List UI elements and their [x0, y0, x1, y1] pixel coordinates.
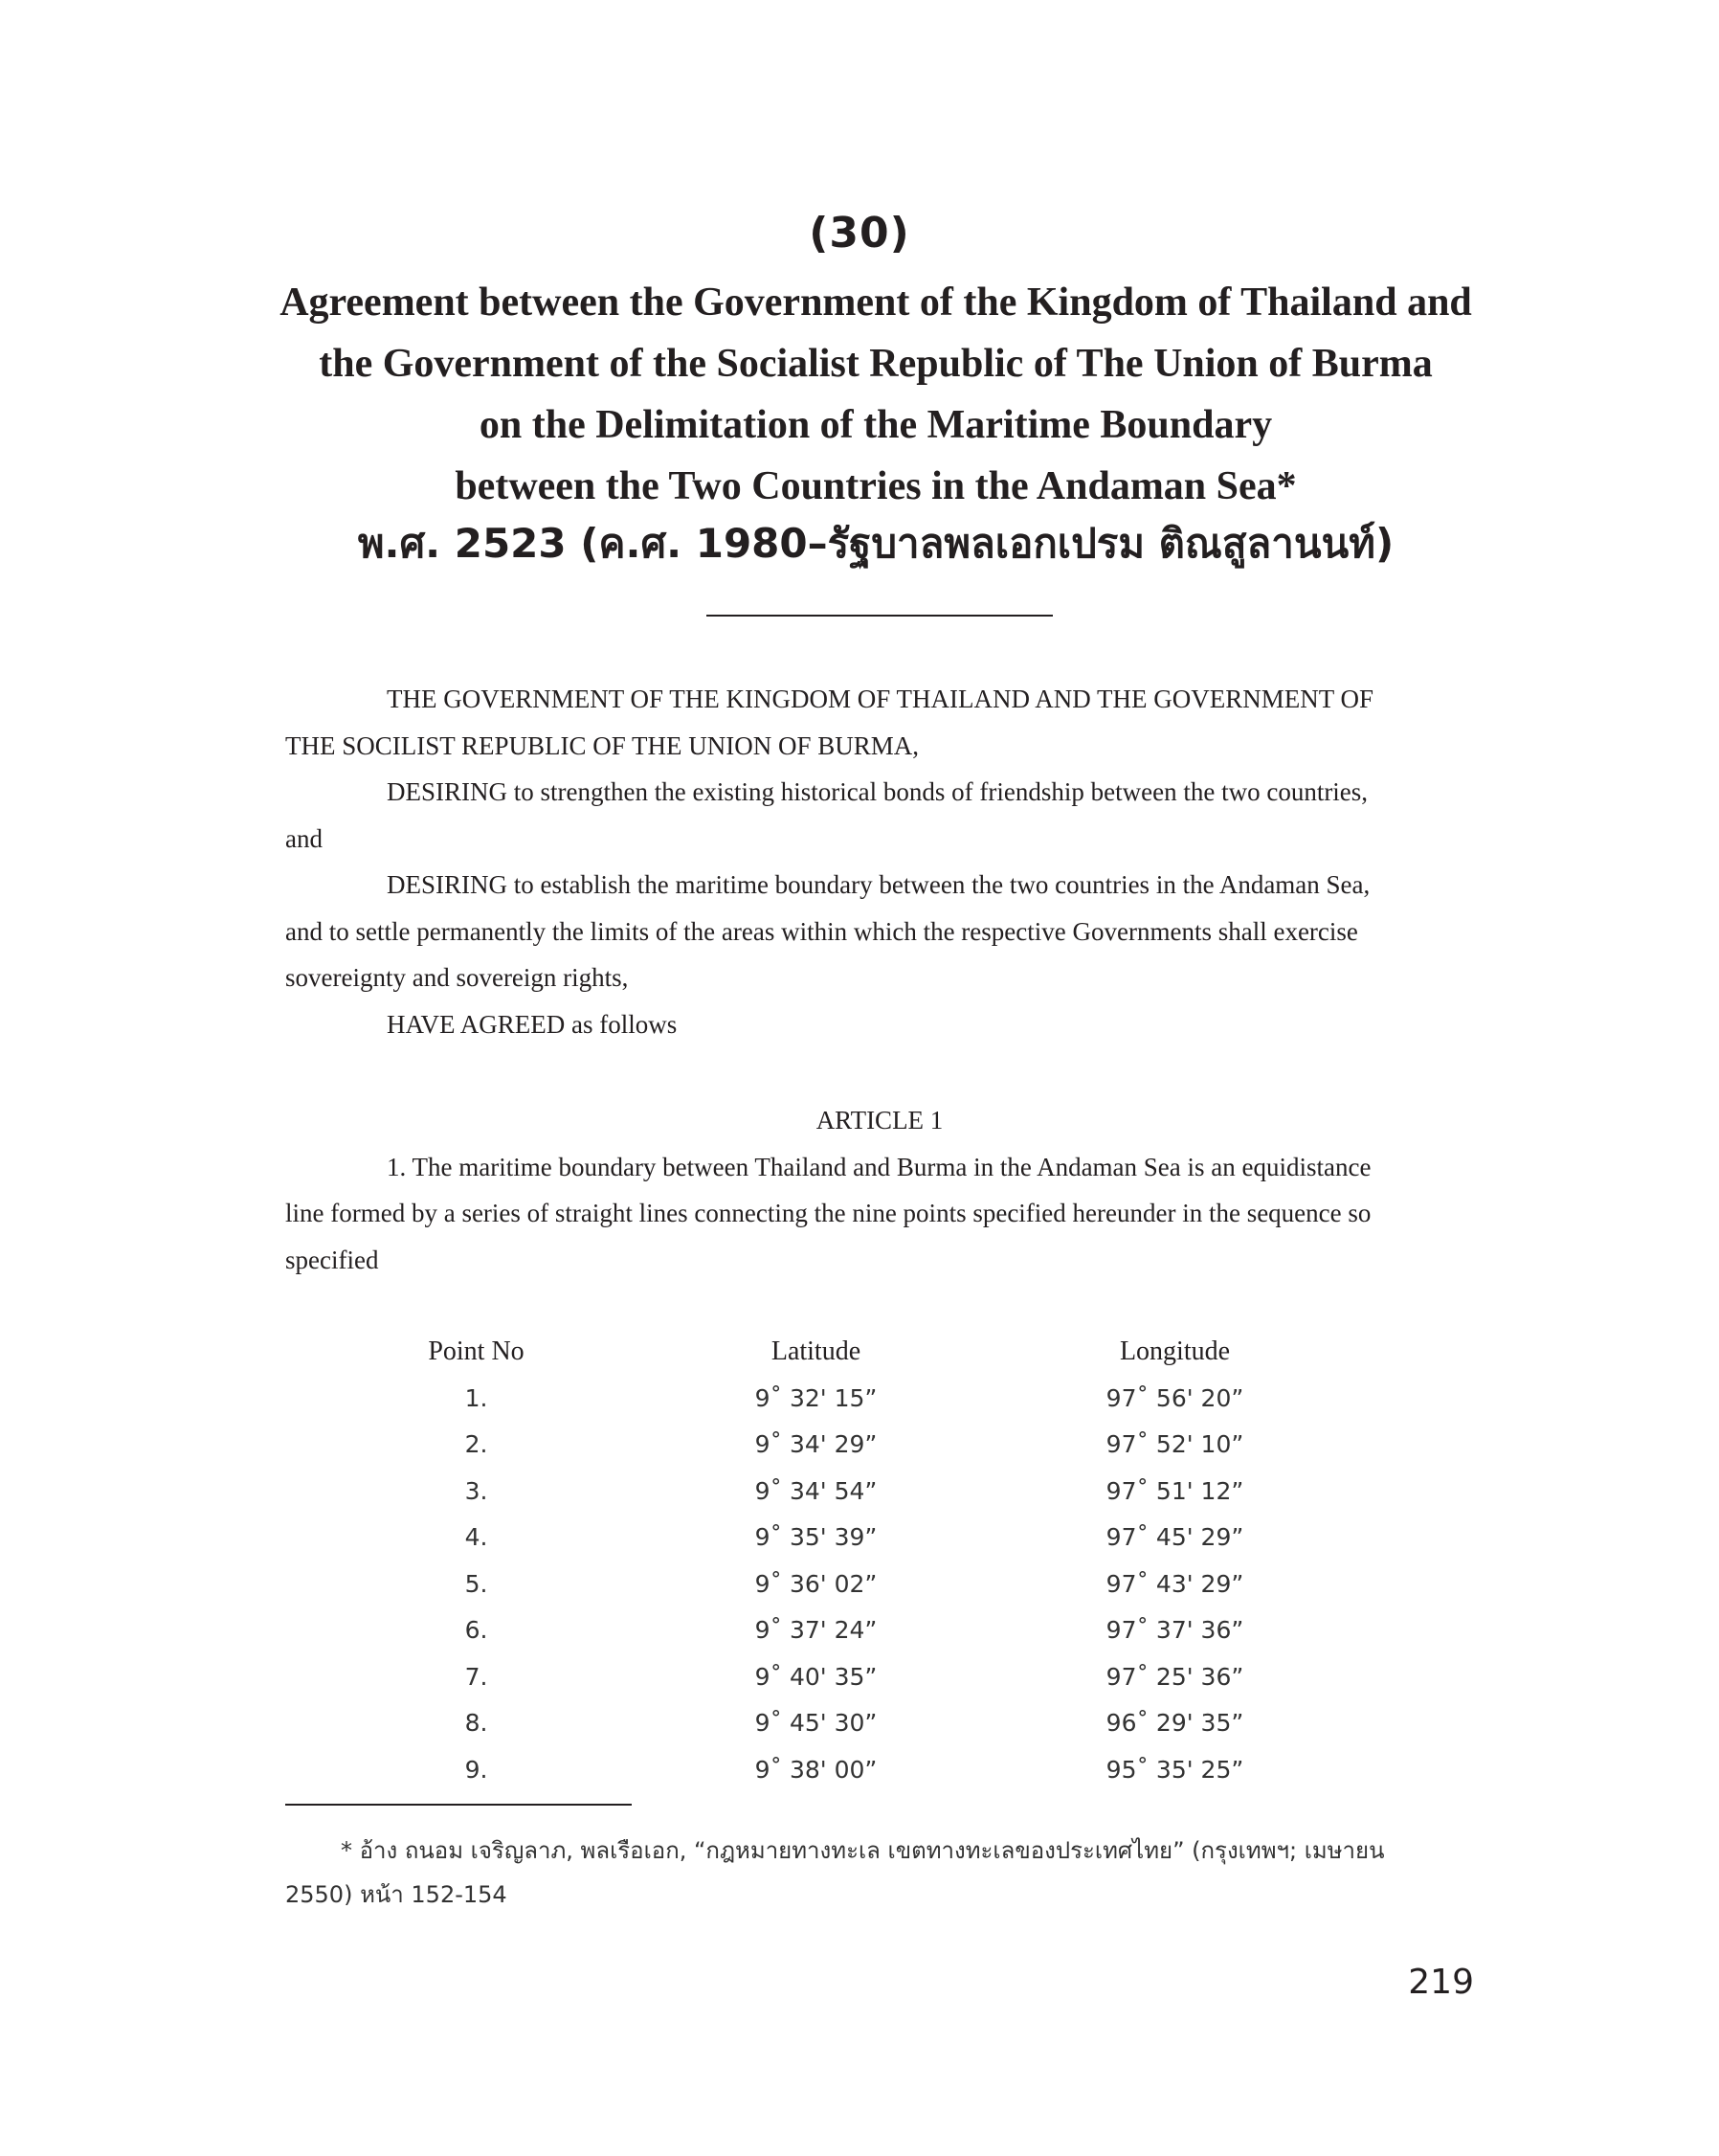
- point-number-cell: 4.: [464, 1523, 488, 1551]
- page-number: 219: [1408, 1963, 1474, 2002]
- longitude-cell: 97˚ 25' 36”: [1105, 1662, 1244, 1691]
- latitude-cell: 9˚ 45' 30”: [754, 1709, 878, 1737]
- longitude-cell: 97˚ 52' 10”: [1105, 1430, 1244, 1458]
- preamble-line: sovereignty and sovereign rights,: [285, 963, 629, 992]
- point-number-cell: 9.: [464, 1755, 488, 1784]
- footnote-line: * อ้าง ถนอม เจริญลาภ, พลเรือเอก, “กฎหมายทางทะเล เขตทางทะเลของประเทศไทย” (กรุงเทพฯ; เมษายน: [341, 1837, 1385, 1864]
- preamble-line: THE SOCILIST REPUBLIC OF THE UNION OF BURMA,: [285, 730, 920, 760]
- table-row: [0, 1654, 1719, 1701]
- longitude-cell: 97˚ 56' 20”: [1105, 1383, 1244, 1412]
- table-row: [0, 1469, 1719, 1516]
- title-divider: [706, 615, 1053, 617]
- latitude-cell: 9˚ 36' 02”: [754, 1569, 878, 1598]
- latitude-cell: 9˚ 35' 39”: [754, 1523, 878, 1551]
- point-number-cell: 1.: [464, 1383, 488, 1412]
- preamble-line: HAVE AGREED as follows: [387, 1009, 678, 1039]
- latitude-cell: 9˚ 37' 24”: [754, 1616, 878, 1644]
- article-line: specified: [285, 1245, 379, 1274]
- preamble: [285, 676, 1474, 1047]
- longitude-cell: 97˚ 37' 36”: [1105, 1616, 1244, 1644]
- latitude-cell: 9˚ 40' 35”: [754, 1662, 878, 1691]
- latitude-cell: 9˚ 38' 00”: [754, 1755, 878, 1784]
- boundary-points-table: [0, 1329, 1719, 1793]
- latitude-cell: 9˚ 34' 29”: [754, 1430, 878, 1458]
- longitude-cell: 97˚ 43' 29”: [1105, 1569, 1244, 1598]
- point-number-cell: 8.: [464, 1709, 488, 1737]
- point-number-cell: 3.: [464, 1476, 488, 1505]
- table-row: [0, 1515, 1719, 1561]
- point-number-cell: 6.: [464, 1616, 488, 1644]
- title-line: on the Delimitation of the Maritime Boundary: [479, 403, 1273, 447]
- point-number-cell: 5.: [464, 1569, 488, 1598]
- article-line: line formed by a series of straight lines connecting the nine points specified hereunder in the sequence so: [285, 1199, 1372, 1227]
- preamble-line: DESIRING to establish the maritime boundary between the two countries in the Andaman Sea,: [387, 870, 1371, 899]
- article-heading: ARTICLE 1: [815, 1106, 944, 1134]
- document-number: (30): [809, 209, 910, 258]
- table-row: [0, 1607, 1719, 1654]
- table-row: [0, 1561, 1719, 1608]
- point-number-cell: 2.: [464, 1430, 488, 1458]
- article-line: 1. The maritime boundary between Thailand and Burma in the Andaman Sea is an equidistance: [387, 1152, 1372, 1181]
- footnote-line: 2550) หน้า 152-154: [285, 1881, 507, 1908]
- longitude-cell: 96˚ 29' 35”: [1105, 1709, 1244, 1737]
- longitude-cell: 95˚ 35' 25”: [1105, 1755, 1244, 1784]
- preamble-line: DESIRING to strengthen the existing historical bonds of friendship between the two countries,: [387, 777, 1369, 806]
- longitude-cell: 97˚ 51' 12”: [1105, 1476, 1244, 1505]
- longitude-cell: 97˚ 45' 29”: [1105, 1523, 1244, 1551]
- preamble-line: and to settle permanently the limits of the areas within which the respective Governments shall exercise: [285, 916, 1358, 946]
- article-1: [285, 1097, 1474, 1283]
- table-row: [0, 1422, 1719, 1469]
- column-header-longitude: Longitude: [1119, 1336, 1231, 1366]
- table-row: [0, 1376, 1719, 1423]
- latitude-cell: 9˚ 32' 15”: [754, 1383, 878, 1412]
- footnote: [285, 1829, 1474, 1917]
- preamble-line: and: [285, 823, 323, 853]
- title-line: Agreement between the Government of the Kingdom of Thailand and: [279, 281, 1472, 325]
- preamble-line: THE GOVERNMENT OF THE KINGDOM OF THAILAND AND THE GOVERNMENT OF: [387, 685, 1373, 713]
- column-header-latitude: Latitude: [770, 1336, 861, 1366]
- latitude-cell: 9˚ 34' 54”: [754, 1476, 878, 1505]
- point-number-cell: 7.: [464, 1662, 488, 1691]
- title-line: the Government of the Socialist Republic of The Union of Burma: [319, 342, 1433, 386]
- table-row: [0, 1700, 1719, 1747]
- table-body: [0, 1376, 1719, 1794]
- column-header-point: Point No: [428, 1336, 525, 1366]
- agreement-title: [239, 272, 1512, 517]
- table-row: [0, 1747, 1719, 1794]
- thai-title: พ.ศ. 2523 (ค.ศ. 1980–รัฐบาลพลเอกเปรม ติณสูลานนท์): [357, 520, 1395, 567]
- title-line: between the Two Countries in the Andaman Sea*: [455, 464, 1297, 508]
- footnote-divider: [285, 1804, 632, 1806]
- table-header-row: [0, 1329, 1719, 1376]
